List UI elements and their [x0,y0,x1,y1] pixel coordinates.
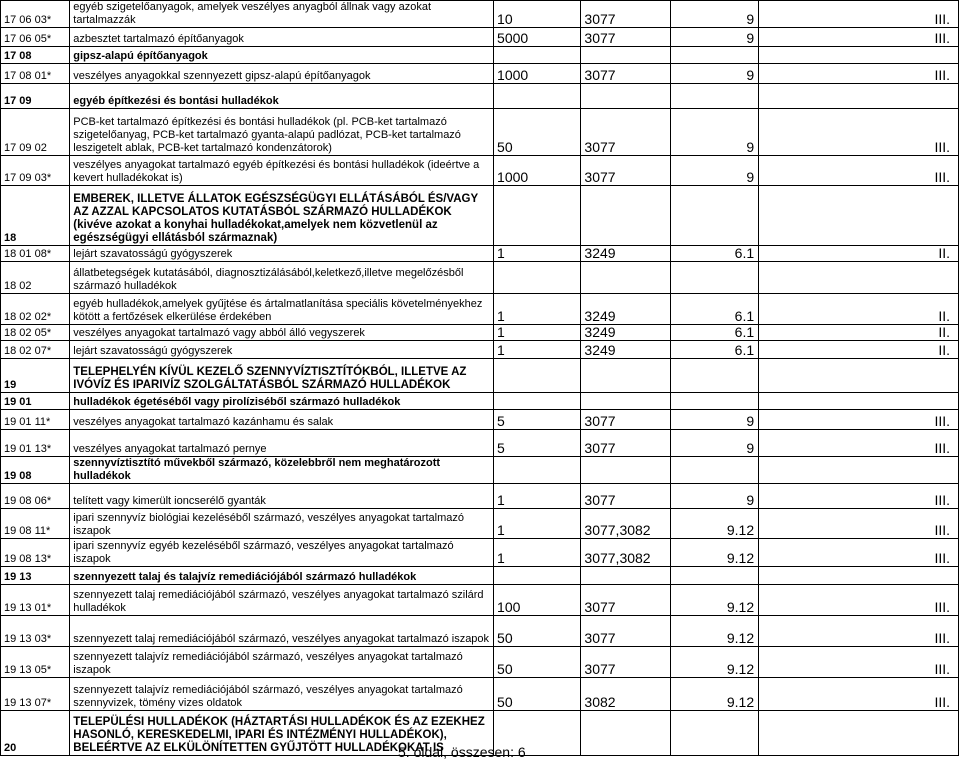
table-row [1,341,959,359]
un-number-cell: 3077 [581,28,670,47]
packing-group-cell [759,393,959,410]
packing-group-cell: II. [759,294,959,325]
un-number-cell: 3077 [581,484,670,509]
un-number-cell [581,186,670,246]
table-row [1,64,959,84]
un-number-cell [581,567,670,585]
class-cell: 9 [670,28,758,47]
packing-group-cell: III. [759,678,959,711]
quantity-cell [494,359,581,393]
quantity-cell: 5000 [494,28,581,47]
class-cell [670,393,758,410]
description-cell: veszélyes anyagokat tartalmazó vagy abból álló vegyszerek [70,325,494,341]
description-cell: ipari szennyvíz egyéb kezeléséből származó, veszélyes anyagokat tartalmazó iszapok [70,539,494,567]
packing-group-cell: III. [759,539,959,567]
un-number-cell: 3249 [581,246,670,262]
waste-code-cell: 20 [1,711,70,756]
packing-group-cell [759,457,959,484]
table-row [1,484,959,509]
description-cell: egyéb hulladékok,amelyek gyűjtése és ártalmatlanítása speciális követelményekhez kötött a fertőzések elkerülése érdekében [70,294,494,325]
class-cell: 6.1 [670,325,758,341]
class-cell: 9.12 [670,539,758,567]
waste-code-cell: 19 13 05* [1,647,70,678]
table-row [1,1,959,28]
quantity-cell: 1000 [494,64,581,84]
un-number-cell: 3077,3082 [581,509,670,539]
waste-code-cell: 19 13 [1,567,70,585]
un-number-cell [581,457,670,484]
description-cell: TELEPÜLÉSI HULLADÉKOK (HÁZTARTÁSI HULLADÉKOK ÉS AZ EZEKHEZ HASONLÓ, KERESKEDELMI, IPARI ÉS INTÉZMÉNYI HULLADÉKOK), BELEÉRTVE AZ ELKÜLÖNÍTETTEN GYŰJTÖTT HULLADÉKOKAT IS [70,711,494,756]
waste-code-cell: 19 [1,359,70,393]
waste-code-cell: 17 08 01* [1,64,70,84]
un-number-cell [581,84,670,109]
class-cell: 9.12 [670,585,758,616]
description-cell: veszélyes anyagokat tartalmazó egyéb építkezési és bontási hulladékok (ideértve a kevert hulladékokat is) [70,156,494,186]
table-row [1,186,959,246]
packing-group-cell [759,359,959,393]
class-cell: 9.12 [670,647,758,678]
description-cell: szennyezett talaj remediációjából származó, veszélyes anyagokat tartalmazó szilárd hulladékok [70,585,494,616]
un-number-cell: 3249 [581,294,670,325]
page-number: 5. oldal, összesen: 6 [398,744,526,760]
description-cell: állatbetegségek kutatásából, diagnosztizálásából,keletkező,illetve megelőzésből származó hulladékok [70,262,494,294]
un-number-cell: 3249 [581,341,670,359]
waste-code-cell: 17 08 [1,47,70,64]
description-cell: szennyezett talajvíz remediációjából származó, veszélyes anyagokat tartalmazó iszapok [70,647,494,678]
un-number-cell: 3077,3082 [581,539,670,567]
packing-group-cell [759,567,959,585]
waste-code-cell: 19 13 01* [1,585,70,616]
packing-group-cell: III. [759,156,959,186]
packing-group-cell: III. [759,585,959,616]
waste-code-cell: 18 01 08* [1,246,70,262]
quantity-cell [494,47,581,64]
description-cell: szennyvíztisztító művekből származó, közelebbről nem meghatározott hulladékok [70,457,494,484]
class-cell [670,186,758,246]
quantity-cell: 1 [494,246,581,262]
class-cell: 9 [670,109,758,156]
class-cell: 9 [670,430,758,457]
description-cell: gipsz-alapú építőanyagok [70,47,494,64]
class-cell: 9.12 [670,616,758,647]
class-cell: 9 [670,1,758,28]
table-row [1,410,959,430]
un-number-cell [581,47,670,64]
un-number-cell: 3077 [581,64,670,84]
description-cell: PCB-ket tartalmazó építkezési és bontási hulladékok (pl. PCB-ket tartalmazó szigetelőanyag, PCB-ket tartalmazó gyanta-alapú padlózat, PCB-ket tartalmazó leszigetelt ablak, PCB-ket tartalmazó kondenzátorok) [70,109,494,156]
class-cell: 9 [670,64,758,84]
quantity-cell: 1 [494,325,581,341]
quantity-cell: 50 [494,678,581,711]
description-cell: veszélyes anyagokkal szennyezett gipsz-alapú építőanyagok [70,64,494,84]
un-number-cell: 3249 [581,325,670,341]
description-cell: azbesztet tartalmazó építőanyagok [70,28,494,47]
packing-group-cell: III. [759,647,959,678]
table-row [1,393,959,410]
waste-code-cell: 18 02 02* [1,294,70,325]
class-cell [670,457,758,484]
description-cell: ipari szennyvíz biológiai kezeléséből származó, veszélyes anyagokat tartalmazó iszapok [70,509,494,539]
quantity-cell: 50 [494,647,581,678]
table-row [1,84,959,109]
class-cell: 9 [670,156,758,186]
packing-group-cell: III. [759,616,959,647]
quantity-cell [494,393,581,410]
waste-code-cell: 19 01 13* [1,430,70,457]
quantity-cell [494,457,581,484]
table-row [1,262,959,294]
un-number-cell: 3077 [581,647,670,678]
quantity-cell: 1 [494,341,581,359]
table-row [1,509,959,539]
quantity-cell: 1 [494,484,581,509]
un-number-cell [581,711,670,756]
packing-group-cell [759,47,959,64]
waste-code-cell: 19 08 13* [1,539,70,567]
packing-group-cell: II. [759,341,959,359]
class-cell [670,567,758,585]
table-row [1,28,959,47]
waste-code-cell: 17 06 05* [1,28,70,47]
description-cell: telített vagy kimerült ioncserélő gyanták [70,484,494,509]
class-cell: 9.12 [670,678,758,711]
waste-code-cell: 17 06 03* [1,1,70,28]
waste-code-cell: 19 13 03* [1,616,70,647]
waste-code-cell: 19 08 06* [1,484,70,509]
table-row [1,156,959,186]
quantity-cell: 1 [494,509,581,539]
packing-group-cell: III. [759,484,959,509]
class-cell [670,711,758,756]
description-cell: egyéb szigetelőanyagok, amelyek veszélyes anyagból állnak vagy azokat tartalmazzák [70,1,494,28]
quantity-cell: 5 [494,430,581,457]
class-cell [670,262,758,294]
table-row [1,430,959,457]
class-cell: 9.12 [670,509,758,539]
packing-group-cell: II. [759,246,959,262]
description-cell: veszélyes anyagokat tartalmazó kazánhamu és salak [70,410,494,430]
quantity-cell: 1 [494,294,581,325]
un-number-cell: 3077 [581,156,670,186]
un-number-cell: 3077 [581,616,670,647]
un-number-cell: 3077 [581,410,670,430]
description-cell: lejárt szavatosságú gyógyszerek [70,246,494,262]
description-cell: TELEPHELYÉN KÍVÜL KEZELŐ SZENNYVÍZTISZTÍTÓKBÓL, ILLETVE AZ IVÓVÍZ ÉS IPARIVÍZ SZOLGÁLTATÁSBÓL SZÁRMAZÓ HULLADÉKOK [70,359,494,393]
un-number-cell [581,393,670,410]
table-row [1,325,959,341]
description-cell: EMBEREK, ILLETVE ÁLLATOK EGÉSZSÉGÜGYI ELLÁTÁSÁBÓL ÉS/VAGY AZ AZZAL KAPCSOLATOS KUTATÁSBÓL SZÁRMAZÓ HULLADÉKOK (kivéve azokat a konyhai hulladékokat,amelyek nem közvetlenül az egészségügyi ellátásból származnak) [70,186,494,246]
packing-group-cell: III. [759,509,959,539]
un-number-cell: 3082 [581,678,670,711]
description-cell: szennyezett talaj remediációjából származó, veszélyes anyagokat tartalmazó iszapok [70,616,494,647]
description-cell: hulladékok égetéséből vagy pirolíziséből származó hulladékok [70,393,494,410]
description-cell: egyéb építkezési és bontási hulladékok [70,84,494,109]
table-row [1,294,959,325]
un-number-cell [581,262,670,294]
un-number-cell: 3077 [581,109,670,156]
table-row [1,678,959,711]
packing-group-cell [759,711,959,756]
un-number-cell: 3077 [581,430,670,457]
class-cell [670,359,758,393]
class-cell [670,84,758,109]
packing-group-cell: III. [759,1,959,28]
description-cell: veszélyes anyagokat tartalmazó pernye [70,430,494,457]
packing-group-cell: III. [759,410,959,430]
waste-code-cell: 18 02 05* [1,325,70,341]
packing-group-cell: III. [759,64,959,84]
quantity-cell [494,84,581,109]
waste-code-cell: 19 08 [1,457,70,484]
class-cell: 9 [670,484,758,509]
waste-code-cell: 18 02 07* [1,341,70,359]
quantity-cell [494,262,581,294]
waste-code-cell: 18 [1,186,70,246]
class-cell: 6.1 [670,341,758,359]
class-cell [670,47,758,64]
waste-code-cell: 17 09 [1,84,70,109]
quantity-cell: 100 [494,585,581,616]
quantity-cell: 1000 [494,156,581,186]
quantity-cell: 10 [494,1,581,28]
quantity-cell: 50 [494,616,581,647]
waste-code-cell: 19 01 [1,393,70,410]
table-row [1,457,959,484]
quantity-cell [494,567,581,585]
packing-group-cell: III. [759,430,959,457]
description-cell: lejárt szavatosságú gyógyszerek [70,341,494,359]
packing-group-cell: III. [759,28,959,47]
waste-code-cell: 18 02 [1,262,70,294]
table-row [1,359,959,393]
class-cell: 9 [670,410,758,430]
table-row [1,647,959,678]
waste-code-cell: 19 08 11* [1,509,70,539]
packing-group-cell [759,186,959,246]
class-cell: 6.1 [670,246,758,262]
table-row [1,585,959,616]
un-number-cell: 3077 [581,1,670,28]
table-row [1,567,959,585]
class-cell: 6.1 [670,294,758,325]
quantity-cell: 1 [494,539,581,567]
un-number-cell [581,359,670,393]
waste-code-cell: 17 09 03* [1,156,70,186]
waste-code-cell: 19 01 11* [1,410,70,430]
table-row [1,246,959,262]
packing-group-cell [759,262,959,294]
table-row [1,47,959,64]
quantity-cell: 50 [494,109,581,156]
description-cell: szennyezett talajvíz remediációjából származó, veszélyes anyagokat tartalmazó szennyvizek, tömény vizes oldatok [70,678,494,711]
description-cell: szennyezett talaj és talajvíz remediációjából származó hulladékok [70,567,494,585]
table-row [1,539,959,567]
table-row [1,109,959,156]
waste-code-cell: 17 09 02 [1,109,70,156]
packing-group-cell [759,84,959,109]
waste-code-cell: 19 13 07* [1,678,70,711]
un-number-cell: 3077 [581,585,670,616]
packing-group-cell: III. [759,109,959,156]
table-row [1,616,959,647]
quantity-cell: 5 [494,410,581,430]
quantity-cell [494,186,581,246]
packing-group-cell: II. [759,325,959,341]
